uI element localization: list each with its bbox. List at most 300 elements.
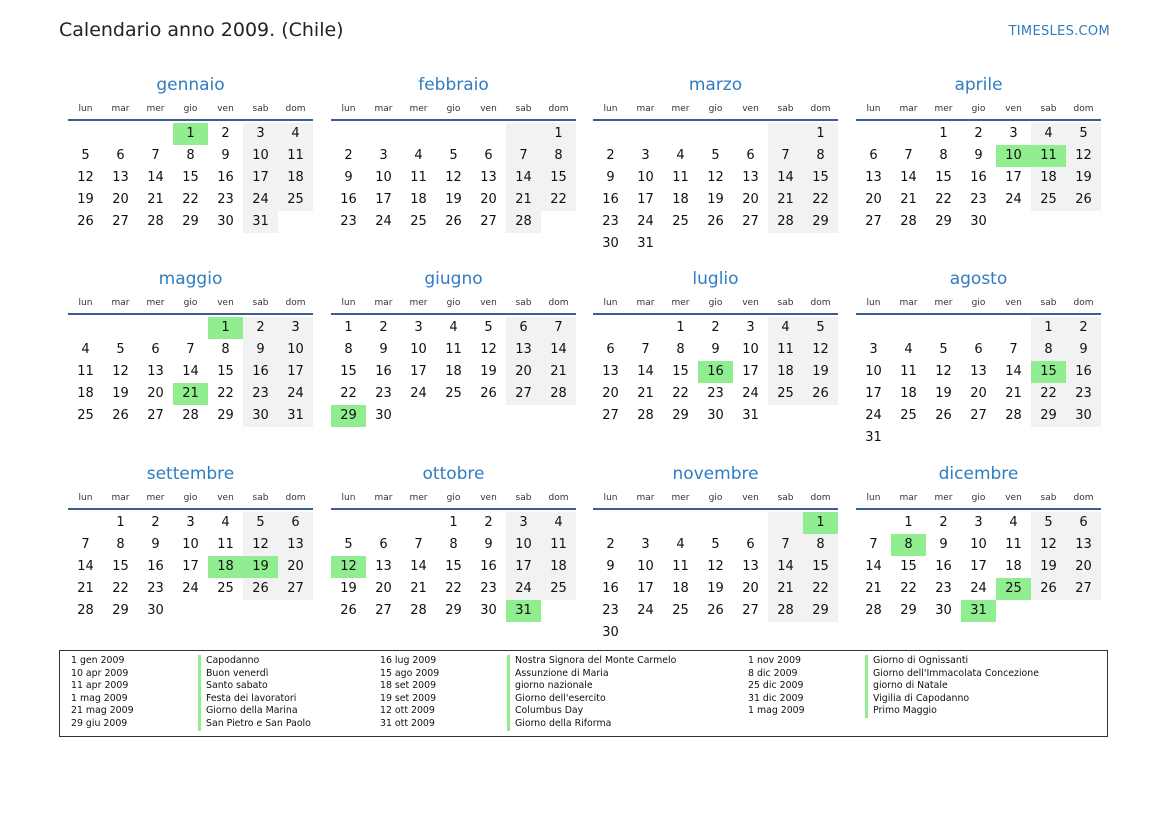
day-cell: 23 [707,386,724,401]
day-cell: 16 [935,559,952,574]
day-cell: 18 [445,364,462,379]
month-giugno [331,267,576,427]
day-cell: 2 [221,126,230,141]
day-cell: 16 [147,559,164,574]
day-cell: 20 [278,556,313,578]
day-cell: 22 [541,189,576,211]
weekday-label: gio [183,104,198,114]
brand-link[interactable]: TIMESLES.COM [1008,24,1110,39]
weekday-label: mar [636,298,655,308]
day-cell: 13 [970,364,987,379]
day-cell: 9 [344,170,353,185]
day-cell: 13 [865,170,882,185]
day-cell: 23 [217,192,234,207]
day-cell: 17 [1005,170,1022,185]
holiday-day: 1 [173,123,208,145]
weekday-label: ven [217,298,234,308]
day-cell: 28 [182,408,199,423]
days-grid [593,123,838,255]
day-cell: 6 [1066,512,1101,534]
day-cell: 20 [865,192,882,207]
day-cell: 2 [1066,317,1101,339]
day-cell: 28 [637,408,654,423]
weekday-label: sab [777,493,794,503]
legend-holiday-name: Vigilia di Capodanno [873,692,970,704]
day-cell: 22 [340,386,357,401]
month-aprile [856,73,1101,233]
legend-holiday-name: Nostra Signora del Monte Carmelo [515,655,677,666]
day-cell: 19 [112,386,129,401]
day-cell: 9 [243,339,278,361]
day-cell: 24 [970,581,987,596]
day-cell: 13 [112,170,129,185]
weekday-label: gio [971,104,986,114]
empty-cell [698,512,733,534]
day-cell: 25 [768,383,803,405]
day-cell: 30 [707,408,724,423]
days-grid [331,123,576,233]
day-cell: 22 [672,386,689,401]
day-cell: 12 [1031,534,1066,556]
legend-date: 25 dic 2009 [748,680,804,692]
day-cell: 14 [768,556,803,578]
empty-cell [856,123,891,145]
day-cell: 10 [182,537,199,552]
day-cell: 5 [243,512,278,534]
weekday-label: sab [1040,298,1057,308]
weekday-label: dom [1073,104,1094,114]
weekday-label: gio [183,493,198,503]
day-cell: 25 [1031,189,1066,211]
weekday-label: mer [934,104,953,114]
empty-cell [628,317,663,339]
day-cell: 1 [803,123,838,145]
day-cell: 16 [243,361,278,383]
day-cell: 2 [974,126,983,141]
month-name: maggio [158,269,223,289]
day-cell: 30 [602,625,619,640]
legend-dates-col [748,655,805,718]
weekday-label: ven [217,493,234,503]
day-cell: 31 [243,211,278,233]
holiday-day: 19 [243,556,278,578]
legend-date: 18 set 2009 [380,680,437,692]
day-cell: 10 [243,145,278,167]
day-cell: 19 [707,192,724,207]
day-cell: 4 [904,342,913,357]
weekday-label: dom [285,493,306,503]
empty-cell [68,317,103,339]
day-cell: 24 [742,386,759,401]
legend-date: 21 mag 2009 [71,705,134,717]
day-cell: 7 [414,537,423,552]
day-cell: 30 [375,408,392,423]
day-cell: 2 [711,320,720,335]
day-cell: 26 [340,603,357,618]
day-cell: 21 [768,578,803,600]
day-cell: 2 [484,515,493,530]
day-cell: 22 [217,386,234,401]
day-cell: 30 [935,603,952,618]
weekday-header [331,297,576,315]
day-cell: 22 [935,192,952,207]
day-cell: 6 [379,537,388,552]
day-cell: 7 [768,145,803,167]
day-cell: 12 [243,534,278,556]
month-name: aprile [954,75,1003,95]
day-cell: 3 [186,515,195,530]
legend-holiday-name: Festa dei lavoratori [206,692,297,704]
day-cell: 22 [803,578,838,600]
day-cell: 12 [77,170,94,185]
day-cell: 30 [217,214,234,229]
day-cell: 26 [707,214,724,229]
holiday-day: 10 [996,145,1031,167]
day-cell: 25 [445,386,462,401]
day-cell: 7 [641,342,650,357]
weekday-label: gio [446,493,461,503]
weekday-label: mar [374,493,393,503]
day-cell: 31 [278,405,313,427]
day-cell: 26 [77,214,94,229]
day-cell: 12 [707,170,724,185]
weekday-label: lun [341,493,356,503]
weekday-label: mar [899,104,918,114]
legend-date: 31 ott 2009 [380,717,435,729]
weekday-label: mar [899,493,918,503]
month-name: ottobre [422,464,485,484]
day-cell: 25 [410,214,427,229]
empty-cell [961,317,996,339]
day-cell: 25 [77,408,94,423]
day-cell: 19 [803,361,838,383]
empty-cell [663,123,698,145]
day-cell: 19 [77,192,94,207]
empty-cell [733,123,768,145]
empty-cell [698,123,733,145]
day-cell: 7 [81,537,90,552]
weekday-label: lun [603,298,618,308]
day-cell: 17 [243,167,278,189]
legend-holiday-name: Giorno di Ognissanti [873,655,969,666]
empty-cell [138,317,173,339]
days-grid [856,123,1101,233]
day-cell: 27 [742,214,759,229]
day-cell: 2 [243,317,278,339]
day-cell: 12 [445,170,462,185]
day-cell: 23 [970,192,987,207]
day-cell: 5 [803,317,838,339]
weekday-label: dom [810,493,831,503]
day-cell: 17 [865,386,882,401]
holiday-day: 25 [996,578,1031,600]
day-cell: 29 [803,211,838,233]
day-cell: 19 [707,581,724,596]
days-grid [593,317,838,427]
day-cell: 7 [768,534,803,556]
weekday-label: mar [111,298,130,308]
day-cell: 3 [278,317,313,339]
weekday-label: dom [285,298,306,308]
day-cell: 8 [939,148,948,163]
day-cell: 17 [375,192,392,207]
day-cell: 14 [1005,364,1022,379]
day-cell: 27 [506,383,541,405]
weekday-label: mer [671,298,690,308]
day-cell: 27 [112,214,129,229]
day-cell: 4 [81,342,90,357]
day-cell: 18 [278,167,313,189]
weekday-label: dom [1073,298,1094,308]
legend-holiday-name: Buon venerdì [206,667,269,679]
weekday-label: gio [708,104,723,114]
weekday-header [331,103,576,121]
day-cell: 3 [746,320,755,335]
day-cell: 27 [480,214,497,229]
month-luglio [593,267,838,427]
weekday-label: mer [409,298,428,308]
empty-cell [891,317,926,339]
day-cell: 15 [541,167,576,189]
day-cell: 8 [221,342,230,357]
holiday-day: 29 [331,405,366,427]
day-cell: 4 [221,515,230,530]
legend-date: 11 apr 2009 [71,680,129,692]
day-cell: 13 [742,559,759,574]
legend-holiday-name: Columbus Day [515,705,584,717]
day-cell: 19 [480,364,497,379]
empty-cell [103,123,138,145]
day-cell: 19 [935,386,952,401]
day-cell: 7 [869,537,878,552]
day-cell: 15 [672,364,689,379]
day-cell: 27 [742,603,759,618]
day-cell: 11 [541,534,576,556]
day-cell: 16 [602,192,619,207]
day-cell: 9 [939,537,948,552]
day-cell: 16 [375,364,392,379]
day-cell: 28 [900,214,917,229]
days-grid [593,512,838,644]
weekday-label: mer [934,298,953,308]
empty-cell [331,123,366,145]
legend-date: 10 apr 2009 [71,667,129,679]
legend-names-col [865,655,1039,718]
day-cell: 5 [1066,123,1101,145]
weekday-label: mer [146,104,165,114]
day-cell: 23 [147,581,164,596]
weekday-label: gio [971,298,986,308]
empty-cell [138,123,173,145]
weekday-label: mar [636,493,655,503]
month-name: giugno [424,269,483,289]
weekday-label: mer [146,493,165,503]
weekday-label: mar [636,104,655,114]
day-cell: 21 [637,386,654,401]
month-gennaio [68,73,313,233]
day-cell: 20 [602,386,619,401]
day-cell: 7 [1009,342,1018,357]
weekday-label: dom [810,104,831,114]
month-name: luglio [692,269,739,289]
legend-date: 1 nov 2009 [748,655,802,666]
day-cell: 5 [711,148,720,163]
day-cell: 28 [410,603,427,618]
empty-cell [366,123,401,145]
day-cell: 5 [344,537,353,552]
day-cell: 29 [182,214,199,229]
legend-date: 1 gen 2009 [71,655,125,666]
day-cell: 15 [112,559,129,574]
month-dicembre [856,462,1101,622]
month-name: marzo [688,75,743,95]
day-cell: 29 [445,603,462,618]
day-cell: 6 [746,537,755,552]
weekday-label: ven [1005,493,1022,503]
weekday-label: lun [866,104,881,114]
day-cell: 6 [116,148,125,163]
day-cell: 3 [243,123,278,145]
month-agosto [856,267,1101,449]
day-cell: 8 [344,342,353,357]
day-cell: 18 [1005,559,1022,574]
day-cell: 26 [243,578,278,600]
day-cell: 25 [672,603,689,618]
weekday-label: mer [671,493,690,503]
day-cell: 11 [672,559,689,574]
day-cell: 4 [1009,515,1018,530]
day-cell: 16 [970,170,987,185]
days-grid [68,123,313,233]
empty-cell [506,123,541,145]
day-cell: 26 [707,603,724,618]
holiday-day: 11 [1031,145,1066,167]
day-cell: 27 [147,408,164,423]
day-cell: 27 [865,214,882,229]
day-cell: 25 [900,408,917,423]
empty-cell [593,123,628,145]
day-cell: 20 [375,581,392,596]
weekday-label: dom [810,298,831,308]
day-cell: 18 [1031,167,1066,189]
day-cell: 17 [506,556,541,578]
day-cell: 19 [1066,167,1101,189]
weekday-label: dom [285,104,306,114]
day-cell: 28 [865,603,882,618]
month-ottobre [331,462,576,622]
weekday-label: mer [146,298,165,308]
day-cell: 29 [217,408,234,423]
weekday-label: sab [1040,104,1057,114]
day-cell: 11 [672,170,689,185]
day-cell: 5 [116,342,125,357]
day-cell: 3 [414,320,423,335]
day-cell: 18 [672,192,689,207]
day-cell: 6 [151,342,160,357]
weekday-label: mer [409,493,428,503]
day-cell: 13 [506,339,541,361]
day-cell: 21 [768,189,803,211]
weekday-label: gio [971,493,986,503]
day-cell: 19 [445,192,462,207]
day-cell: 2 [939,515,948,530]
day-cell: 18 [900,386,917,401]
weekday-label: mar [374,104,393,114]
day-cell: 31 [742,408,759,423]
day-cell: 1 [541,123,576,145]
day-cell: 8 [116,537,125,552]
day-cell: 10 [742,342,759,357]
day-cell: 21 [900,192,917,207]
day-cell: 30 [1066,405,1101,427]
day-cell: 27 [970,408,987,423]
day-cell: 24 [278,383,313,405]
empty-cell [68,512,103,534]
day-cell: 10 [375,170,392,185]
day-cell: 20 [1066,556,1101,578]
day-cell: 4 [676,537,685,552]
weekday-label: sab [777,104,794,114]
weekday-label: lun [341,104,356,114]
day-cell: 2 [606,148,615,163]
day-cell: 16 [1066,361,1101,383]
day-cell: 6 [869,148,878,163]
day-cell: 17 [637,581,654,596]
weekday-header [331,492,576,510]
day-cell: 11 [77,364,94,379]
empty-cell [173,317,208,339]
weekday-label: sab [515,104,532,114]
weekday-label: ven [742,298,759,308]
day-cell: 14 [768,167,803,189]
weekday-label: gio [446,298,461,308]
day-cell: 21 [541,361,576,383]
days-grid [331,512,576,622]
empty-cell [996,317,1031,339]
day-cell: 11 [217,537,234,552]
weekday-header [593,492,838,510]
day-cell: 26 [803,383,838,405]
legend-date: 12 ott 2009 [380,705,435,717]
legend-dates-col [71,655,134,731]
weekday-label: dom [548,104,569,114]
day-cell: 11 [278,145,313,167]
day-cell: 9 [151,537,160,552]
day-cell: 15 [182,170,199,185]
day-cell: 10 [637,559,654,574]
day-cell: 8 [186,148,195,163]
weekday-label: ven [480,298,497,308]
day-cell: 26 [112,408,129,423]
weekday-label: lun [866,493,881,503]
day-cell: 6 [746,148,755,163]
weekday-label: sab [252,493,269,503]
legend-date: 1 mag 2009 [71,692,128,704]
weekday-label: mar [899,298,918,308]
day-cell: 4 [278,123,313,145]
weekday-label: ven [480,104,497,114]
day-cell: 25 [278,189,313,211]
day-cell: 23 [243,383,278,405]
day-cell: 4 [449,320,458,335]
day-cell: 1 [116,515,125,530]
day-cell: 5 [939,342,948,357]
day-cell: 1 [939,126,948,141]
weekday-label: sab [252,104,269,114]
day-cell: 4 [414,148,423,163]
month-name: gennaio [156,75,225,95]
day-cell: 15 [217,364,234,379]
